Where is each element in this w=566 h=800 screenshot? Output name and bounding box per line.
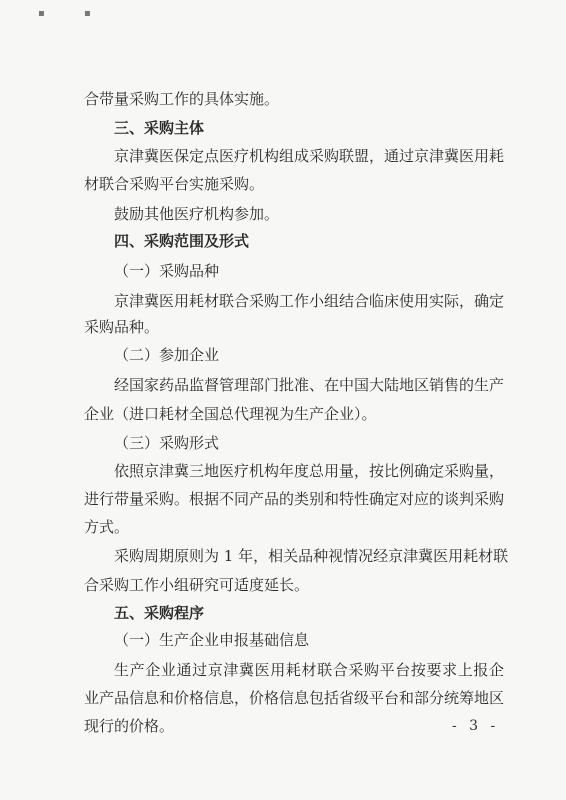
- body-line: 鼓励其他医疗机构参加。: [114, 205, 280, 223]
- subsection-heading: （一）生产企业申报基础信息: [114, 631, 310, 649]
- section-heading: 三、采购主体: [114, 119, 205, 137]
- body-line: 经国家药品监督管理部门批准、在中国大陆地区销售的生产: [114, 376, 505, 394]
- body-line: 合采购工作小组研究可适度延长。: [84, 576, 310, 594]
- section-heading: 四、采购范围及形式: [114, 232, 250, 250]
- body-line: 方式。: [84, 518, 130, 536]
- page-number: - 3 -: [452, 718, 500, 734]
- body-line: 企业（进口耗材全国总代理视为生产企业）。: [84, 405, 377, 423]
- body-line: 采购品种。: [84, 318, 160, 336]
- body-line: 采购周期原则为 1 年，相关品种视情况经京津冀医用耗材联: [114, 547, 509, 565]
- section-heading: 五、采购程序: [114, 604, 205, 622]
- body-line: 生产企业通过京津冀医用耗材联合采购平台按要求上报企: [114, 661, 504, 679]
- body-line: 京津冀医保定点医疗机构组成采购联盟，通过京津冀医用耗: [114, 147, 505, 165]
- body-line: 依照京津冀三地医疗机构年度总用量，按比例确定采购量，: [114, 462, 505, 480]
- body-line: 现行的价格。: [84, 717, 175, 735]
- body-line: 京津冀医用耗材联合采购工作小组结合临床使用实际，确定: [114, 292, 505, 310]
- subsection-heading: （二）参加企业: [114, 346, 220, 364]
- scan-marks: ▪ ▪: [38, 8, 109, 19]
- subsection-heading: （三）采购形式: [114, 434, 220, 452]
- body-line: 业产品信息和价格信息，价格信息包括省级平台和部分统筹地区: [84, 689, 505, 707]
- subsection-heading: （一）采购品种: [114, 262, 220, 280]
- body-line: 进行带量采购。根据不同产品的类别和特性确定对应的谈判采购: [84, 490, 505, 508]
- body-line: 材联合采购平台实施采购。: [84, 175, 265, 193]
- body-line: 合带量采购工作的具体实施。: [84, 90, 280, 108]
